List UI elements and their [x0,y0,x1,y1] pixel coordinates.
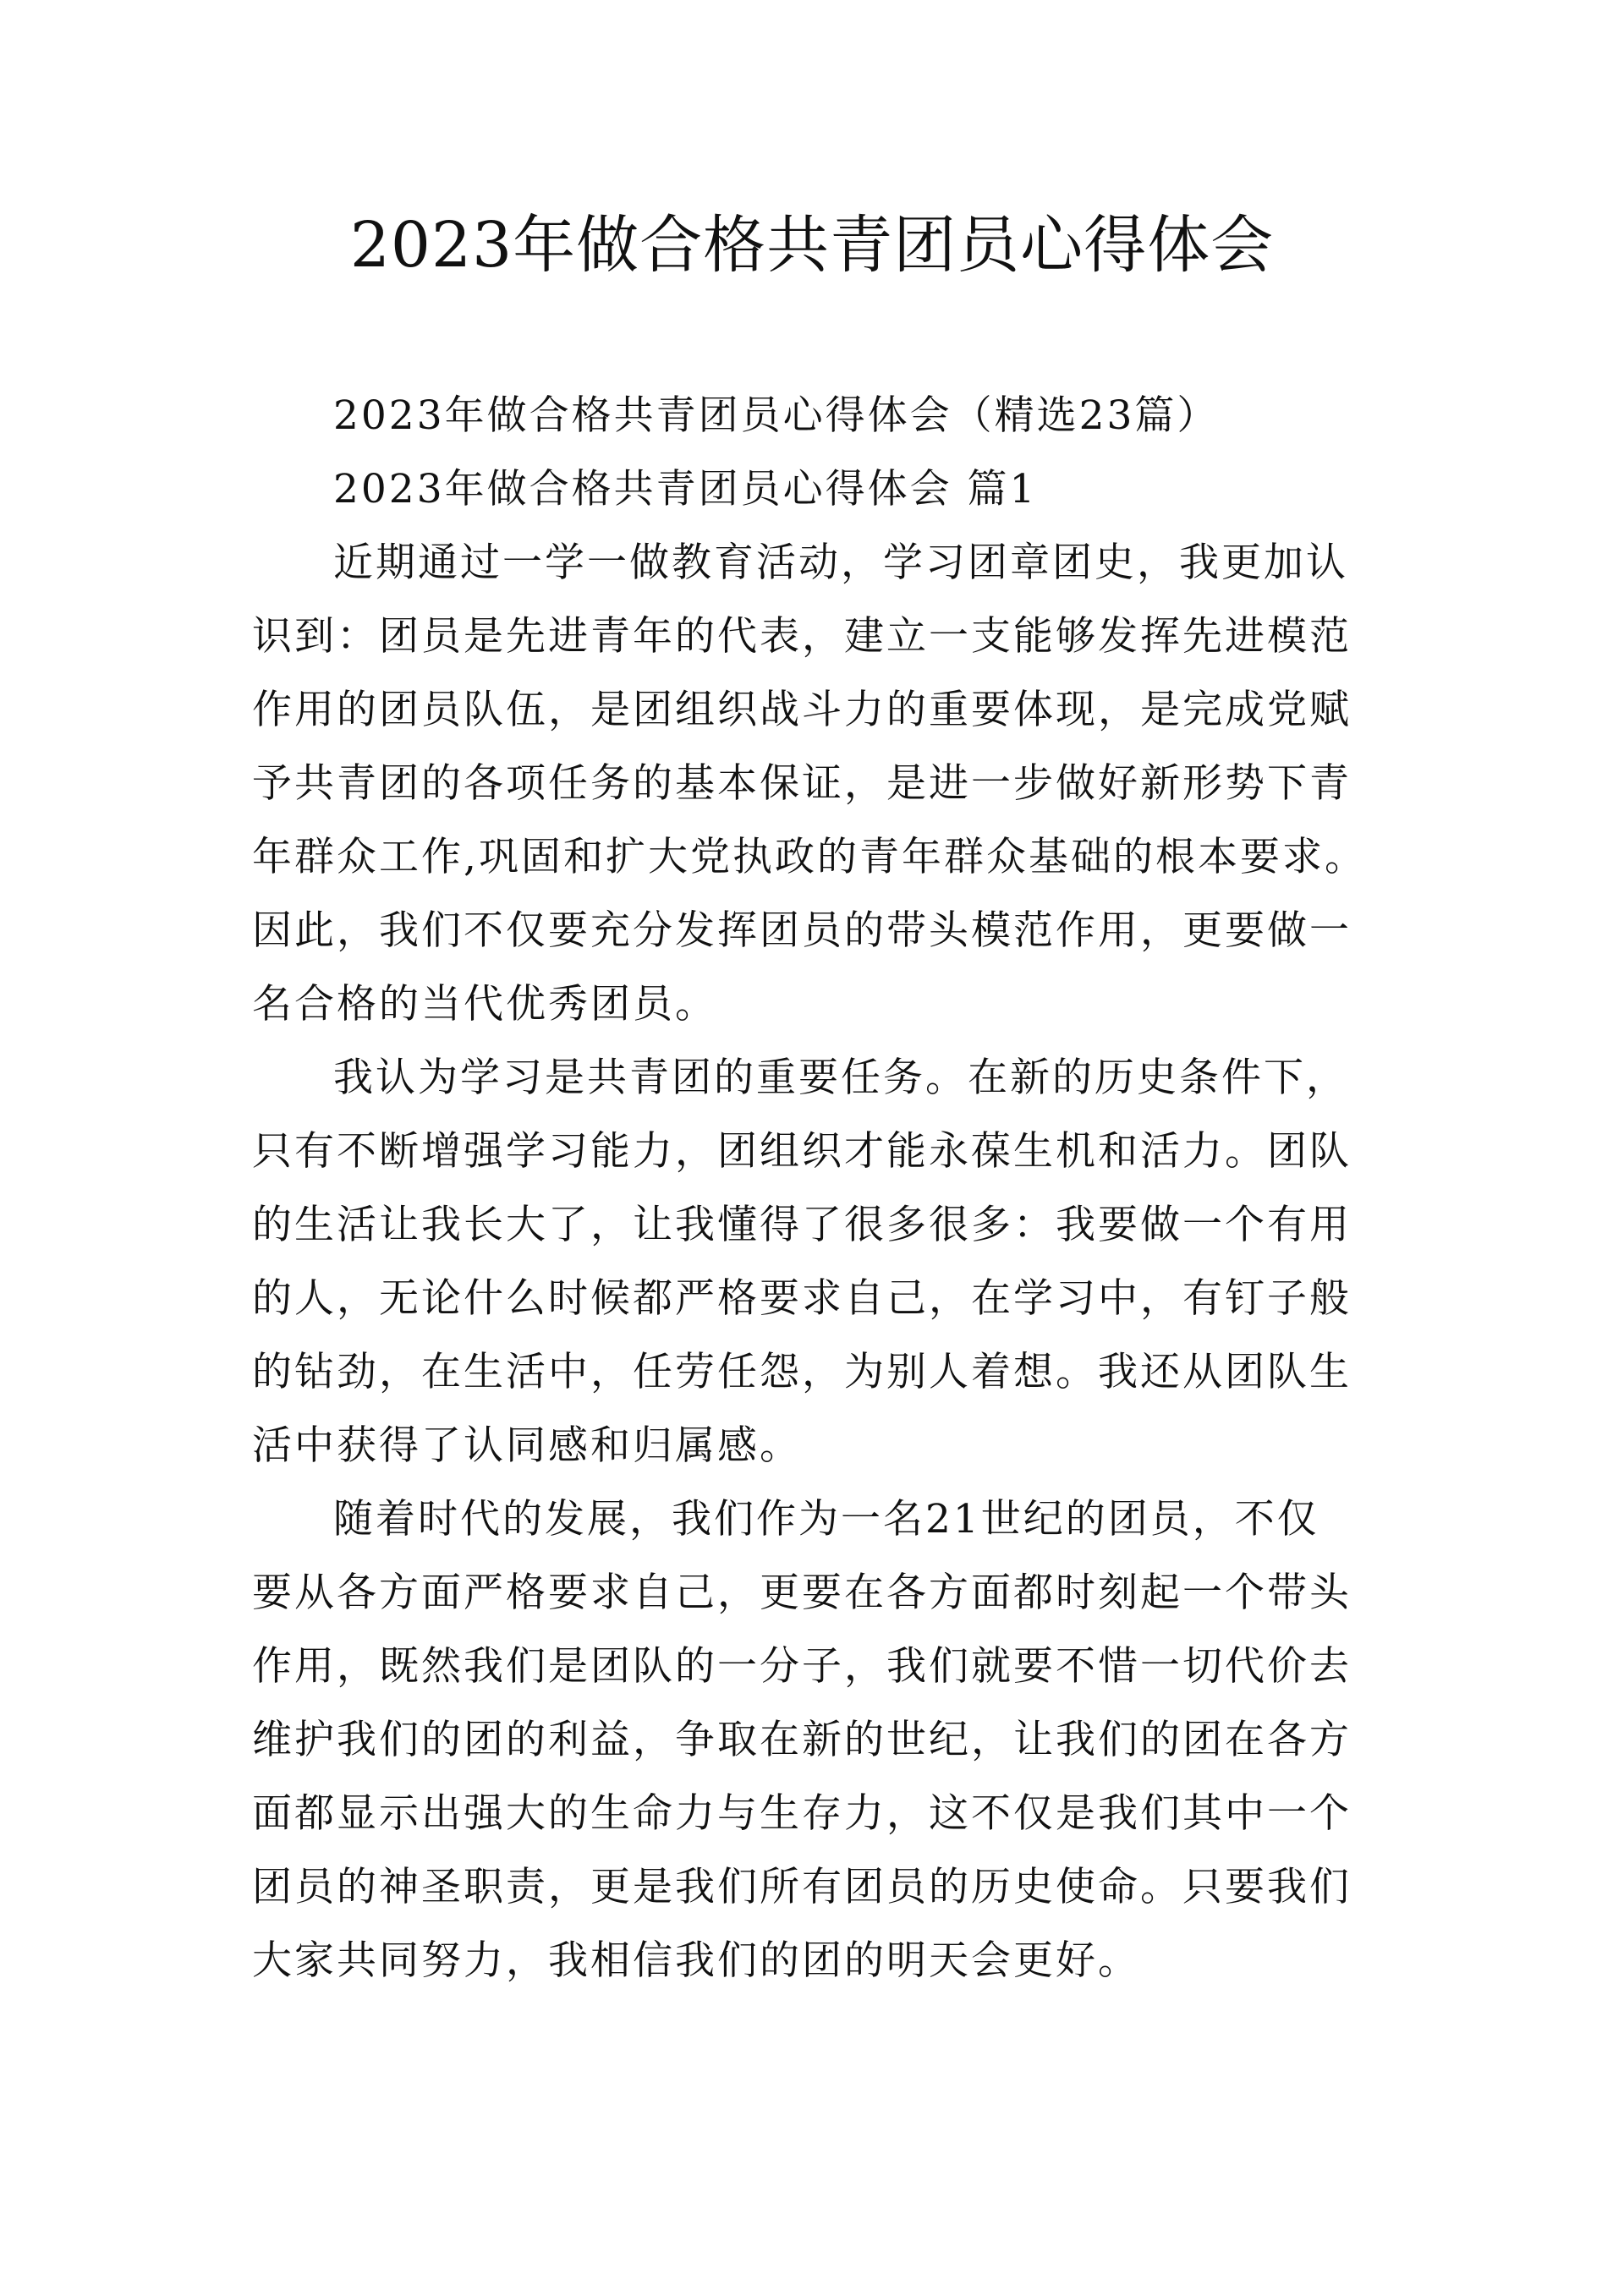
paragraph-1 [252,526,1385,1041]
paragraph-line: 活中获得了认同感和归属感。 [252,1422,802,1469]
paragraph-line: 识到：团员是先进青年的代表，建立一支能够发挥先进模范 [252,613,1352,660]
paragraph-line: 的生活让我长大了，让我懂得了很多很多：我要做一个有用 [252,1202,1352,1248]
paragraph-2 [252,1041,1385,1482]
paragraph-line: 维护我们的团的利益，争取在新的世纪，让我们的团在各方 [252,1717,1352,1763]
document-body [252,379,1385,1997]
paragraph-line: 的钻劲，在生活中，任劳任怨，为别人着想。我还从团队生 [252,1349,1352,1395]
section-heading: 2023年做合格共青团员心得体会 篇1 [333,466,1038,512]
paragraph-line: 的人，无论什么时候都严格要求自己，在学习中，有钉子般 [252,1275,1352,1322]
paragraph-line: 面都显示出强大的生命力与生存力，这不仅是我们其中一个 [252,1790,1352,1837]
paragraph-line: 近期通过一学一做教育活动，学习团章团史，我更加认 [333,540,1348,586]
paragraph-line: 随着时代的发展，我们作为一名21世纪的团员，不仅 [333,1496,1320,1543]
paragraph-line: 团员的神圣职责，更是我们所有团员的历史使命。只要我们 [252,1864,1352,1910]
paragraph-line: 只有不断增强学习能力，团组织才能永葆生机和活力。团队 [252,1128,1352,1175]
paragraph-line: 因此，我们不仅要充分发挥团员的带头模范作用，更要做一 [252,907,1352,954]
paragraph-line: 年群众工作,巩固和扩大党执政的青年群众基础的根本要求。 [252,834,1367,880]
paragraph-line: 作用的团员队伍，是团组织战斗力的重要体现，是完成党赋 [252,687,1352,733]
paragraph-line: 要从各方面严格要求自己，更要在各方面都时刻起一个带头 [252,1570,1352,1616]
paragraph-3 [252,1482,1385,1997]
paragraph-line: 予共青团的各项任务的基本保证，是进一步做好新形势下青 [252,760,1352,807]
paragraph-line: 大家共同努力，我相信我们的团的明天会更好。 [252,1937,1140,1984]
paragraph-line: 我认为学习是共青团的重要任务。在新的历史条件下， [333,1055,1348,1101]
paragraph-line: 作用，既然我们是团队的一分子，我们就要不惜一切代价去 [252,1643,1352,1690]
paragraph-line: 名合格的当代优秀团员。 [252,981,717,1027]
document-title: 2023年做合格共青团员心得体会 [349,209,1275,282]
document-subtitle: 2023年做合格共青团员心得体会（精选23篇） [333,392,1220,439]
